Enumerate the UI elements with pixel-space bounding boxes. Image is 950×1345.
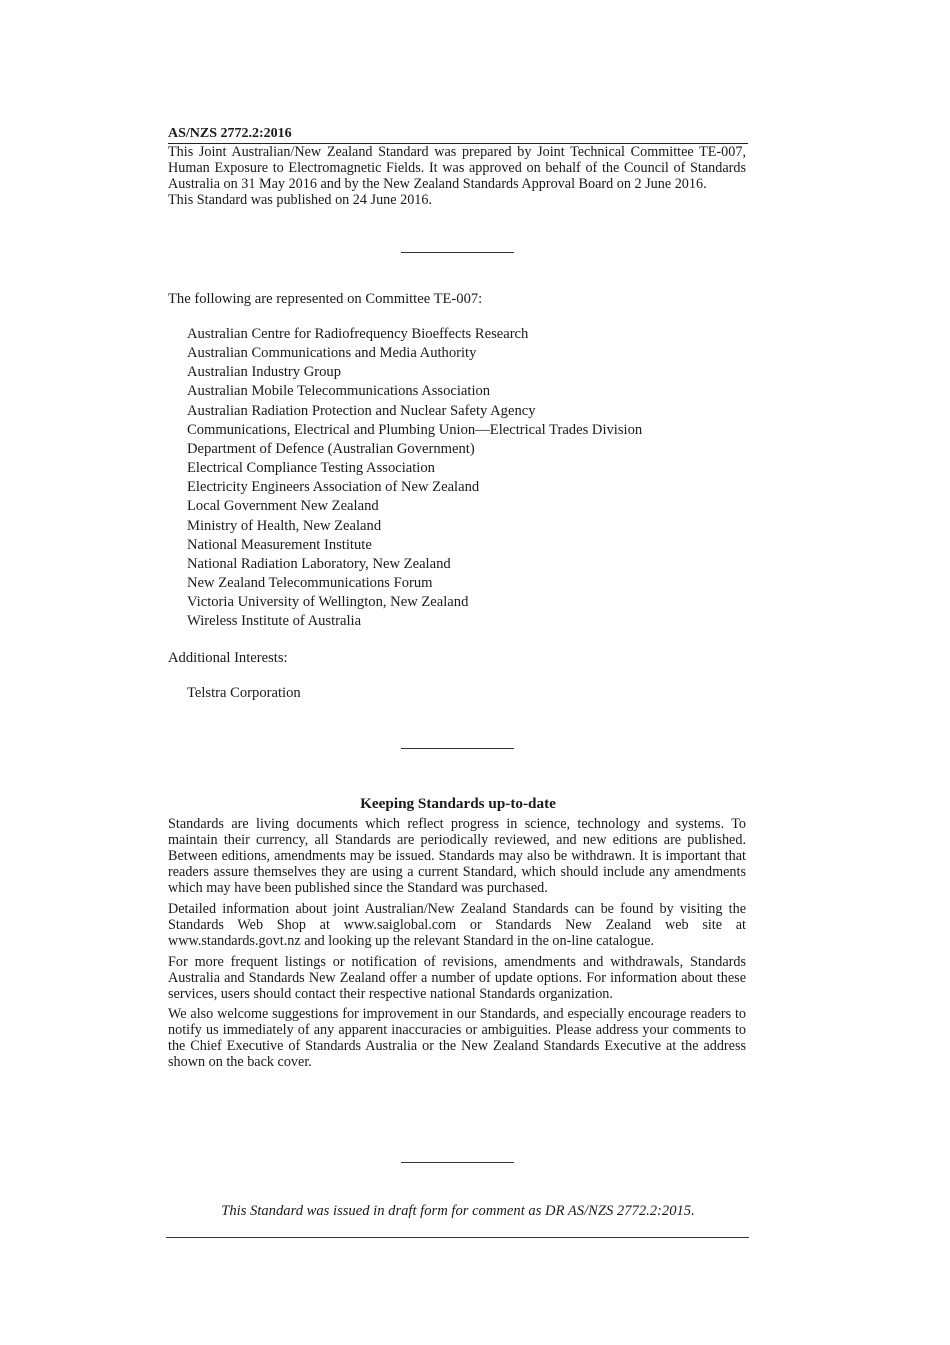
body-paragraph: For more frequent listings or notification of revisions, amendments and withdrawals, Standards Australia and Standards New Zealand offer a number of update options. For information about these services, users should contact their respective national Standards organization. [168,953,746,1002]
section-divider [401,748,514,749]
list-item: Electrical Compliance Testing Association [187,460,435,477]
list-item: Department of Defence (Australian Government) [187,440,475,457]
list-item: Australian Radiation Protection and Nuclear Safety Agency [187,402,536,419]
standard-number: AS/NZS 2772.2:2016 [168,126,748,144]
list-item: Australian Mobile Telecommunications Association [187,383,491,400]
list-item: Australian Industry Group [187,364,342,381]
list-item: Australian Communications and Media Authority [187,345,477,362]
additional-interests-heading: Additional Interests: [168,650,288,666]
list-item: Wireless Institute of Australia [187,613,362,630]
additional-interests-list [187,684,301,703]
preface-block [168,145,746,209]
list-item: Electricity Engineers Association of New Zealand [187,479,480,496]
keeping-standards-body [168,817,746,1076]
committee-intro: The following are represented on Committee TE-007: [168,291,483,307]
list-item: Ministry of Health, New Zealand [187,517,382,534]
footer-rule [166,1237,749,1238]
body-paragraph: Detailed information about joint Australian/New Zealand Standards can be found by visiting the Standards Web Shop at www.saiglobal.com or Standards New Zealand web site at www.standards.govt.nz and looking up the relevant Standard in the on-line catalogue. [168,900,746,949]
list-item: New Zealand Telecommunications Forum [187,575,433,592]
committee-member-list [187,325,642,632]
section-divider [401,252,514,253]
list-item: National Measurement Institute [187,536,372,553]
section-heading: Keeping Standards up-to-date [360,795,556,812]
preface-paragraph: This Joint Australian/New Zealand Standard was prepared by Joint Technical Committee TE-007, Human Exposure to Electromagnetic Fields. It was approved on behalf of the Council of Standards Australia on 31 May 2016 and by the New Zealand Standards Approval Board on 2 June 2016. [168,144,746,192]
list-item: National Radiation Laboratory, New Zealand [187,555,451,572]
publication-date-line: This Standard was published on 24 June 2016. [168,191,433,208]
list-item: Local Government New Zealand [187,498,379,515]
draft-note: This Standard was issued in draft form for comment as DR AS/NZS 2772.2:2015. [221,1203,695,1219]
body-paragraph: We also welcome suggestions for improvement in our Standards, and especially encourage readers to notify us immediately of any apparent inaccuracies or ambiguities. Please address your comments to the Chief Executive of Standards Australia or the New Zealand Standards Executive at the address shown on the back cover. [168,1006,746,1071]
body-paragraph: Standards are living documents which reflect progress in science, technology and systems. To maintain their currency, all Standards are periodically reviewed, and new editions are published. Between editions, amendments may be issued. Standards may also be withdrawn. It is important that readers assure themselves they are using a current Standard, which should include any amendments which may have been published since the Standard was purchased. [168,816,746,896]
list-item: Communications, Electrical and Plumbing Union—Electrical Trades Division [187,421,643,438]
list-item: Telstra Corporation [187,685,301,701]
list-item: Victoria University of Wellington, New Zealand [187,594,469,611]
list-item: Australian Centre for Radiofrequency Bioeffects Research [187,326,529,342]
section-divider [401,1162,514,1163]
